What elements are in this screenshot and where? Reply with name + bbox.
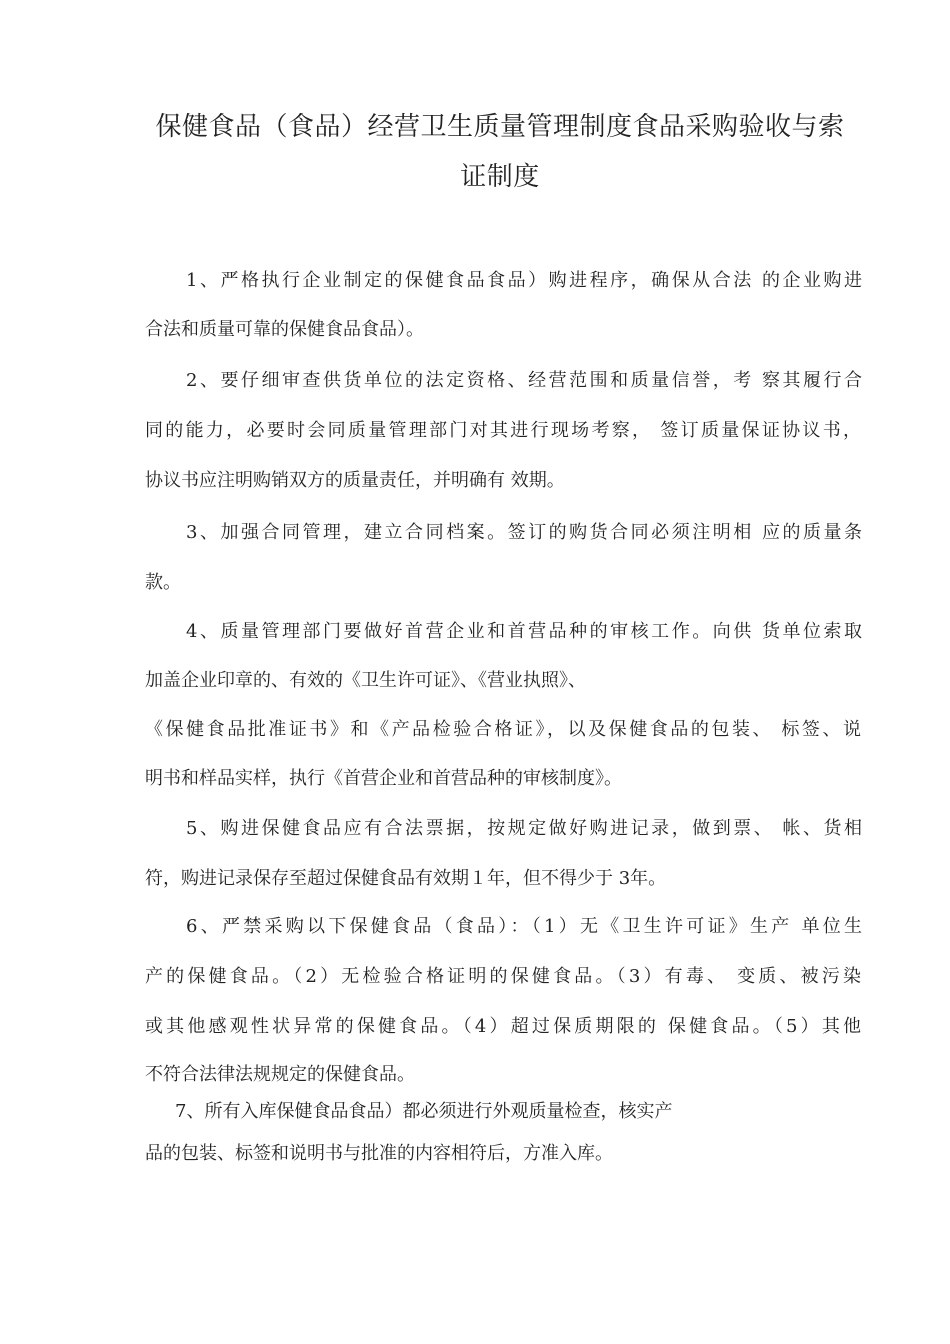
paragraph-2-line-2: 同的能力，必要时会同质量管理部门对其进行现场考察， 签订质量保证协议书， <box>145 420 861 441</box>
document-title <box>130 102 870 202</box>
paragraph-7-line-2: 品的包装、标签和说明书与批准的内容相符后，方准入库。 <box>145 1143 613 1164</box>
paragraph-6-line-4: 不符合法律法规规定的保健食品。 <box>145 1064 415 1085</box>
paragraph-3-line-1: 3、加强合同管理，建立合同档案。签订的购货合同必须注明相 应的质量条 <box>186 522 862 543</box>
paragraph-6-line-1: 6、严禁采购以下保健食品（食品）：（1）无《卫生许可证》生产 单位生 <box>186 916 862 937</box>
paragraph-2-line-3: 协议书应注明购销双方的质量责任，并明确有 效期。 <box>145 470 565 491</box>
document-title-line-2: 证制度 <box>460 162 540 192</box>
paragraph-1-line-2: 合法和质量可靠的保健食品食品）。 <box>145 319 424 340</box>
paragraph-4-line-2: 加盖企业印章的、有效的《卫生许可证》、《营业执照》、 <box>145 670 586 691</box>
paragraph-4-line-3: 《保健食品批准证书》和《产品检验合格证》，以及保健食品的包装、 标签、说 <box>145 719 861 740</box>
paragraph-2-line-1: 2、要仔细审查供货单位的法定资格、经营范围和质量信誉，考 察其履行合 <box>186 370 862 391</box>
paragraph-7-line-1: 7、所有入库保健食品食品）都必须进行外观质量检查，核实产 <box>175 1101 673 1122</box>
paragraph-1-line-1: 1、严格执行企业制定的保健食品食品）购进程序，确保从合法 的企业购进 <box>186 270 862 291</box>
paragraph-4-line-1: 4、质量管理部门要做好首营企业和首营品种的审核工作。向供 货单位索取 <box>186 621 862 642</box>
paragraph-5-line-2: 符，购进记录保存至超过保健食品有效期１年，但不得少于 3年。 <box>145 868 667 889</box>
paragraph-5-line-1: 5、购进保健食品应有合法票据，按规定做好购进记录，做到票、 帐、货相 <box>186 818 862 839</box>
paragraph-6-line-2: 产的保健食品。（2）无检验合格证明的保健食品。（3）有毒、 变质、被污染 <box>145 966 861 987</box>
paragraph-3-line-2: 款。 <box>145 572 181 593</box>
paragraph-4-line-4: 明书和样品实样，执行《首营企业和首营品种的审核制度》。 <box>145 768 622 789</box>
document-title-line-1: 保健食品（食品）经营卫生质量管理制度食品采购验收与索 <box>155 112 845 142</box>
paragraph-6-line-3: 或其他感观性状异常的保健食品。（4）超过保质期限的 保健食品。（5）其他 <box>145 1016 861 1037</box>
